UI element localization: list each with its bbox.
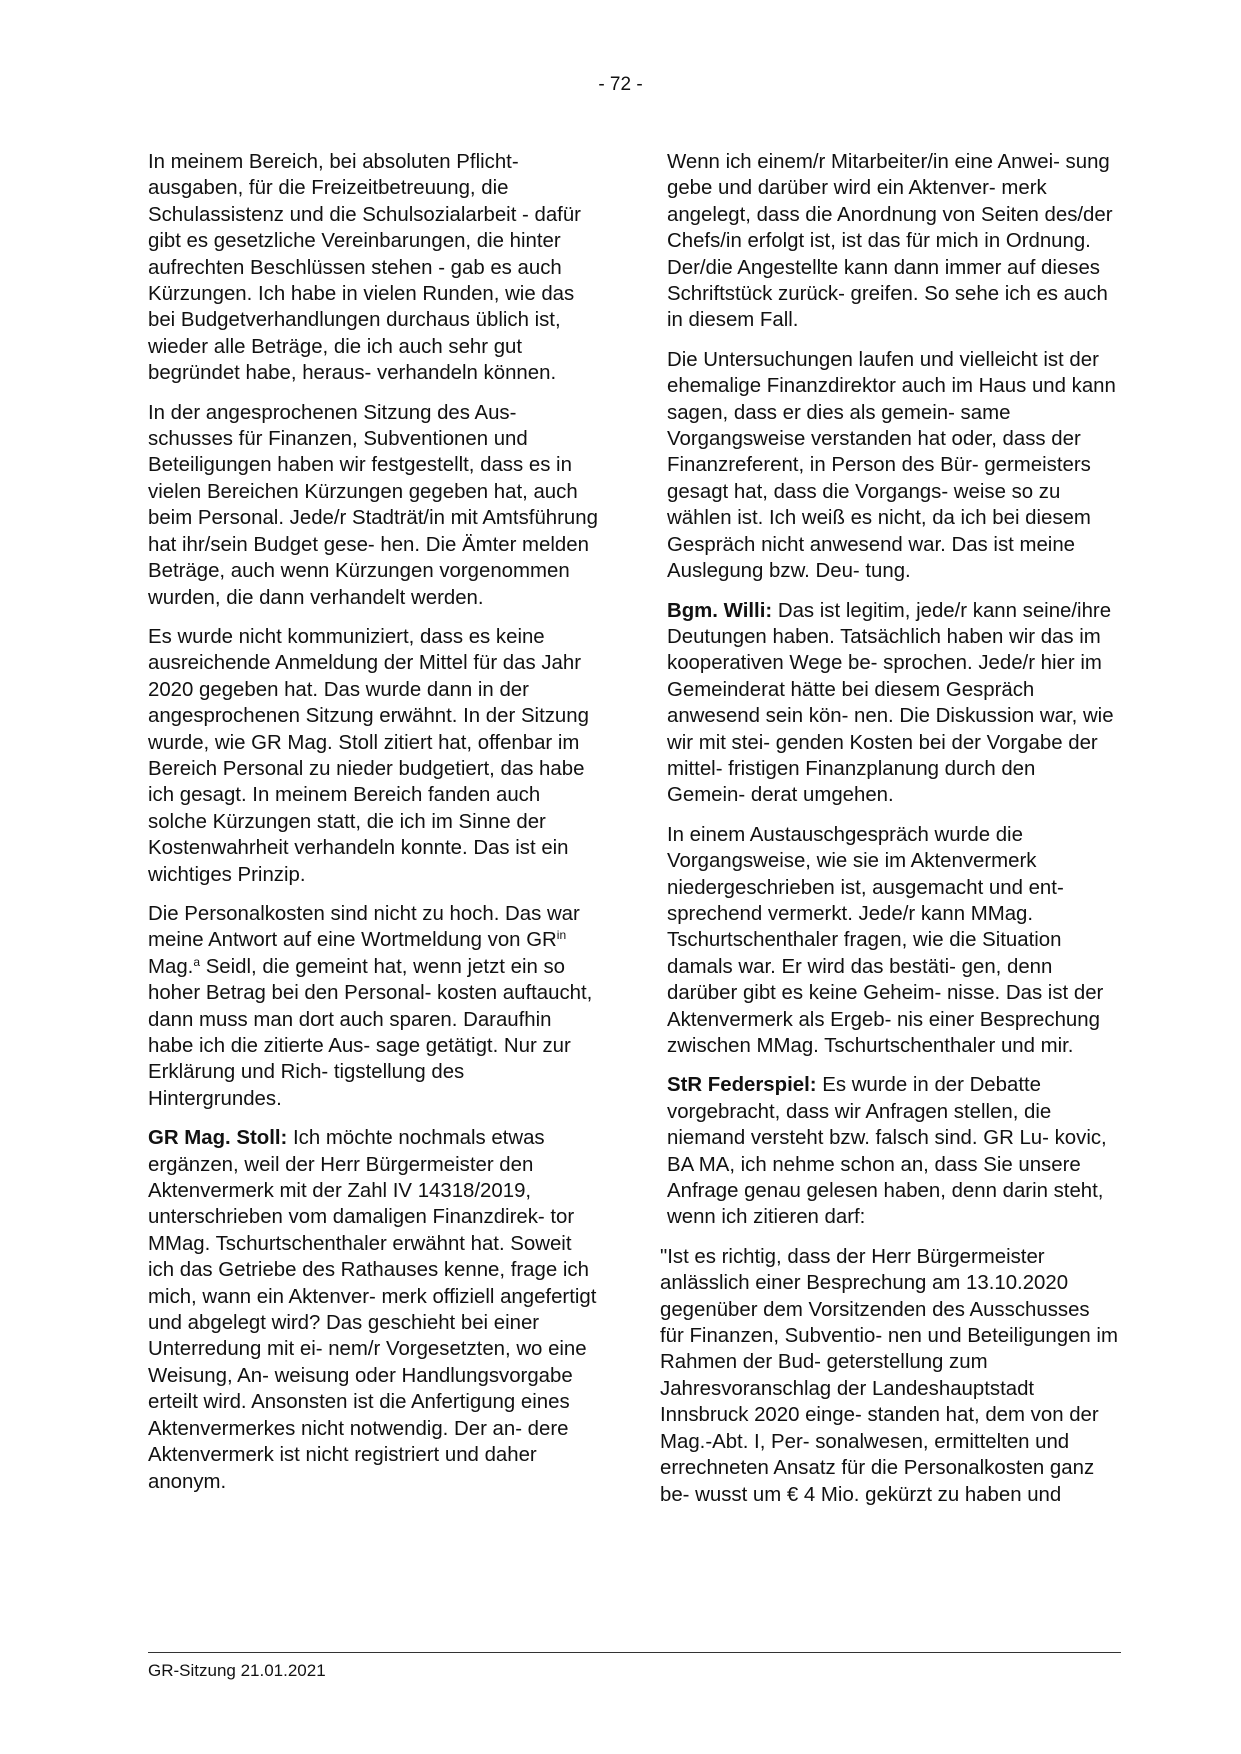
left-column [148, 149, 600, 1508]
footer-divider [148, 1652, 1121, 1653]
speech-text: Das ist legitim, jede/r kann seine/ihre Deutungen haben. Tatsächlich haben wir das im kooperativen Wege be- sprochen. Jede/r hier im Gemeinderat hätte bei diesem Gespräch anwesend sein kön- nen. Die Diskussion war, wie wir mit stei- genden Kosten bei der Vorgabe der mittel- fristigen Finanzplanung durch den Gemein- derat umgehen. [667, 599, 1114, 807]
speech-text: Es wurde in der Debatte vorgebracht, dass wir Anfragen stellen, die niemand versteht bzw. falsch sind. GR Lu- kovic, BA MA, ich nehme schon an, dass Sie unsere Anfrage genau gelesen haben, denn darin steht, wenn ich zitieren darf: [667, 1074, 1107, 1229]
page-number: - 72 - [598, 74, 643, 95]
paragraph-text: Die Personalkosten sind nicht zu hoch. Das war meine Antwort auf eine Wortmeldung von GR [148, 902, 580, 952]
paragraph: In meinem Bereich, bei absoluten Pflicht- ausgaben, für die Freizeitbetreuung, die Schulassistenz und die Schulsozialarbeit - dafür gibt es gesetzliche Vereinbarungen, die hinter aufrechten Beschlüssen stehen - gab es auch Kürzungen. Ich habe in vielen Runden, wie das bei Budgetverhandlungen durchaus üblich ist, wieder alle Beträge, die ich auch sehr gut begründet habe, heraus- verhandeln können. [148, 151, 581, 385]
paragraph: In der angesprochenen Sitzung des Aus- schusses für Finanzen, Subventionen und Beteiligungen haben wir festgestellt, dass es in vielen Bereichen Kürzungen gegeben hat, auch beim Personal. Jede/r Stadträt/in mit Amtsführung hat ihr/sein Budget gese- hen. Die Ämter melden Beträge, auch wenn Kürzungen vorgenommen wurden, die dann verhandelt werden. [148, 401, 598, 609]
paragraph: Es wurde nicht kommuniziert, dass es keine ausreichende Anmeldung der Mittel für das Jahr 2020 gegeben hat. Das wurde dann in der angesprochenen Sitzung erwähnt. In der Sitzung wurde, wie GR Mag. Stoll zitiert hat, offenbar im Bereich Personal zu nieder budgetiert, das habe ich gesagt. In meinem Bereich fanden auch solche Kürzungen statt, die ich im Sinne der Kostenwahrheit verhandeln konnte. Das ist ein wichtiges Prinzip. [148, 625, 589, 886]
paragraph-text: Mag. [148, 955, 194, 978]
footer-text: GR-Sitzung 21.01.2021 [148, 1661, 326, 1680]
paragraph-text: Seidl, die gemeint hat, wenn jetzt ein so hoher Betrag bei den Personal- kosten auftaucht, dann muss man dort auch sparen. Daraufhin habe ich die zitierte Aus- sage getätigt. Nur zur Erklärung und Rich- tigstellung des Hintergrundes. [148, 955, 593, 1110]
paragraph [148, 901, 600, 1112]
paragraph: Die Untersuchungen laufen und vielleicht ist der ehemalige Finanzdirektor auch im Haus und kann sagen, dass er dies als gemein- same Vorgangsweise verstanden hat oder, dass der Finanzreferent, in Person des Bür- germeisters gesagt hat, dass die Vorgangs- weise so zu wählen ist. Ich weiß es nicht, da ich bei diesem Gespräch nicht anwesend war. Das ist meine Auslegung bzw. Deu- tung. [667, 348, 1116, 583]
speech-paragraph [148, 1125, 600, 1495]
paragraph: In einem Austauschgespräch wurde die Vorgangsweise, wie sie im Aktenvermerk niedergeschrieben ist, ausgemacht und ent- sprechend vermerkt. Jede/r kann MMag. Tschurtschenthaler fragen, wie die Situation damals war. Er wird das bestäti- gen, denn darüber gibt es keine Geheim- nisse. Das ist der Aktenvermerk als Ergeb- nis einer Besprechung zwischen MMag. Tschurtschenthaler und mir. [667, 823, 1104, 1057]
quoted-question: "Ist es richtig, dass der Herr Bürgermeister anlässlich einer Besprechung am 13.10.2020 gegenüber dem Vorsitzenden des Ausschusses für Finanzen, Subventio- nen und Beteiligungen im Rahmen der Bud- geterstellung zum Jahresvoranschlag der Landeshauptstadt Innsbruck 2020 einge- standen hat, dem von der Mag.-Abt. I, Per- sonalwesen, ermittelten und errechneten Ansatz für die Personalkosten ganz be- wusst um € 4 Mio. gekürzt zu haben und [660, 1245, 1118, 1506]
right-column [660, 149, 1119, 1521]
superscript: a [193, 954, 201, 969]
speaker-name: Bgm. Willi: [667, 599, 773, 622]
paragraph: Wenn ich einem/r Mitarbeiter/in eine Anwei- sung gebe und darüber wird ein Aktenver- merk angelegt, dass die Anordnung von Seiten des/der Chefs/in erfolgt ist, ist das für mich in Ordnung. Der/die Angestellte kann dann immer auf dieses Schriftstück zurück- greifen. So sehe ich es auch in diesem Fall. [667, 151, 1113, 332]
speech-text: Ich möchte nochmals etwas ergänzen, weil der Herr Bürgermeister den Aktenvermerk mit der Zahl IV 14318/2019, unterschrieben vom damaligen Finanzdirek- tor MMag. Tschurtschenthaler erwähnt hat. Soweit ich das Getriebe des Rathauses kenne, frage ich mich, wann ein Aktenver- merk offiziell angefertigt und abgelegt wird? Das geschieht bei einer Unterredung mit ei- nem/r Vorgesetzten, wo eine Weisung, An- weisung oder Handlungsvorgabe erteilt wird. Ansonsten ist die Anfertigung eines Aktenvermerkes nicht notwendig. Der an- dere Aktenvermerk ist nicht registriert und daher anonym. [148, 1127, 597, 1493]
superscript: in [556, 928, 567, 943]
speaker-name: StR Federspiel: [667, 1074, 817, 1097]
speech-paragraph [667, 598, 1119, 809]
speaker-name: GR Mag. Stoll: [148, 1127, 288, 1150]
speech-paragraph [667, 1072, 1119, 1230]
